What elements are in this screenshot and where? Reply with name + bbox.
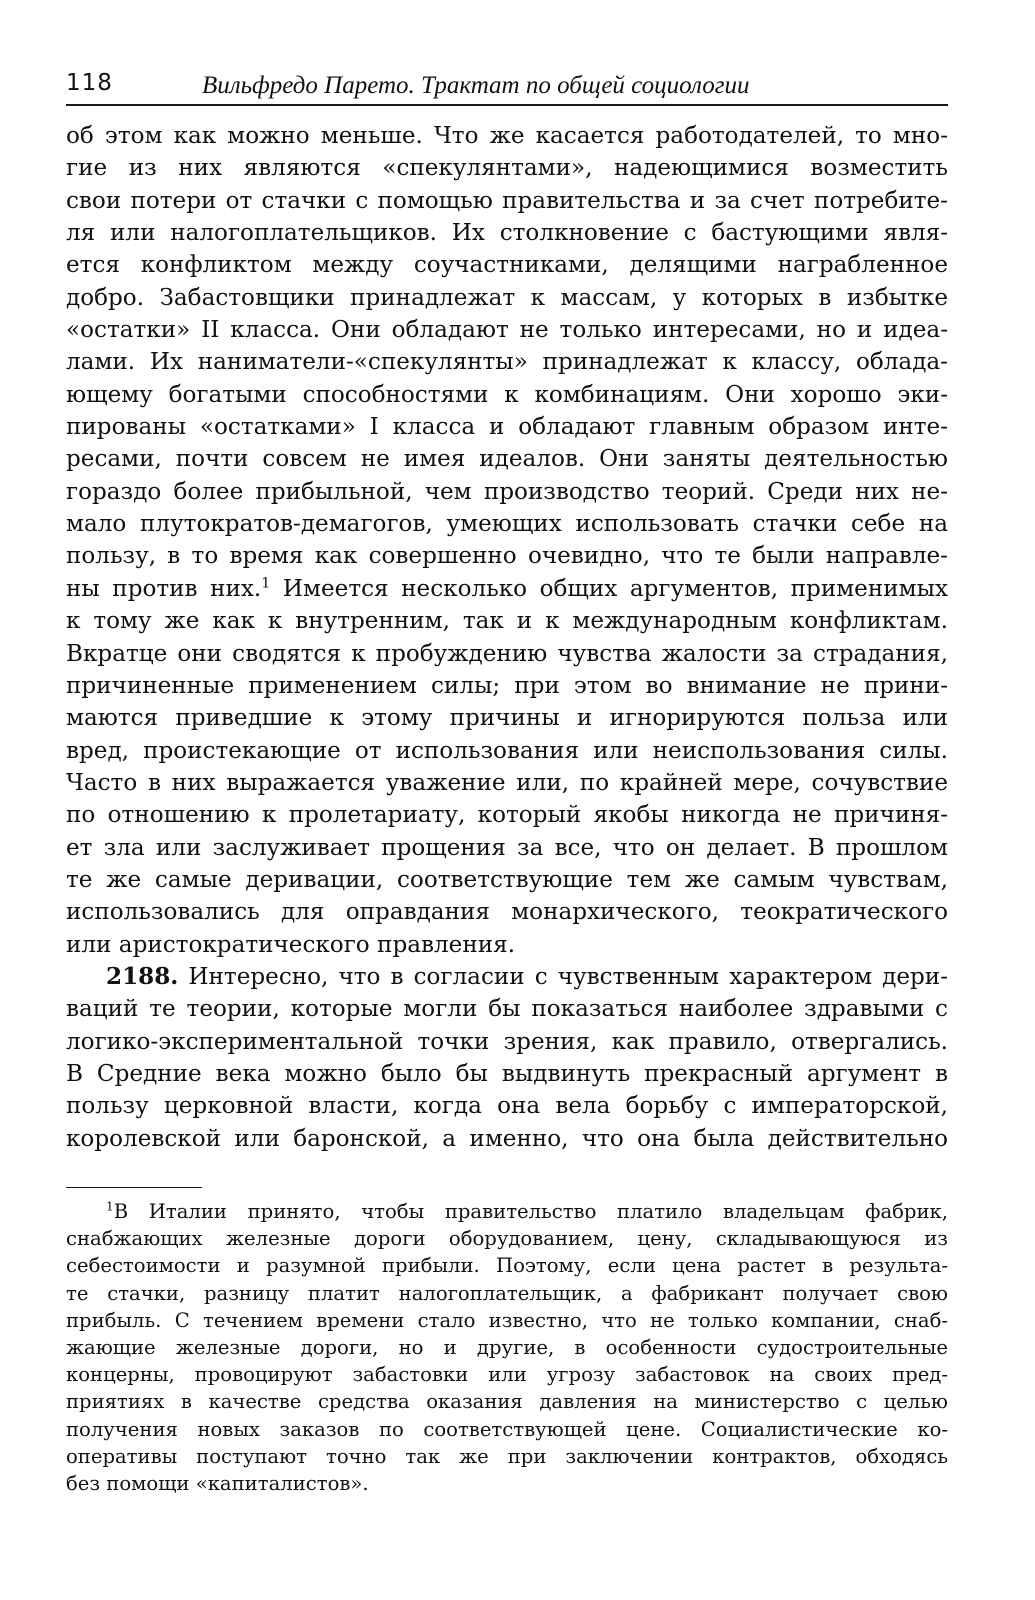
text-line: добро. Забастовщики принадлежат к массам, у которых в избытке (66, 284, 948, 311)
footnote-reference: 1 (261, 575, 271, 592)
text-fragment: В Италии принято, чтобы правительство платило владельцам фабрик, (113, 1200, 948, 1223)
text-fragment: Имеется несколько общих аргументов, применимых (270, 575, 948, 602)
running-head (66, 64, 948, 106)
footnote-line: оперативы поступают точно так же при заключении контрактов, обходясь (66, 1444, 948, 1468)
text-line: пользу церковной власти, когда она вела борьбу с императорской, (66, 1093, 948, 1120)
text-line: вред, проистекающие от использования или неиспользования силы. (66, 737, 948, 764)
text-line: ет зла или заслуживает прощения за все, что он делает. В прошлом (66, 834, 948, 861)
text-line: В Средние века можно было бы выдвинуть прекрасный аргумент в (66, 1060, 948, 1087)
text-line: маются приведшие к этому причины и игнорируются польза или (66, 705, 948, 732)
text-fragment: Интересно, что в согласии с чувственным характером дери- (178, 963, 948, 990)
text-line: ля или налогоплательщиков. Их столкновение с бастующими явля- (66, 220, 948, 247)
book-page (66, 64, 948, 1497)
footnote-line: те стачки, разницу платит налогоплательщик, а фабрикант получает свою (66, 1281, 948, 1305)
text-line: ющему богатыми способностями к комбинациям. Они хорошо эки- (66, 381, 948, 408)
text-line: Вкратце они сводятся к пробуждению чувства жалости за страдания, (66, 640, 948, 667)
text-line: пользу, в то время как совершенно очевидно, что те были направле- (66, 543, 948, 570)
footnote-line: жающие железные дороги, но и другие, в особенности судостроительные (66, 1336, 948, 1360)
text-fragment: ны против них. (66, 575, 262, 602)
text-line: ется конфликтом между соучастниками, делящими награбленное (66, 252, 948, 279)
main-text (66, 120, 948, 1155)
text-line: мало плутократов-демагогов, умеющих использовать стачки себе на (66, 511, 948, 538)
footnote-line: снабжающих железные дороги оборудованием, цену, складывающуюся из (66, 1227, 948, 1251)
text-line: королевской или баронской, а именно, что она была действительно (66, 1125, 948, 1152)
text-line: ресами, почти совсем не имея идеалов. Они заняты деятельностью (66, 446, 948, 473)
text-line: Часто в них выражается уважение или, по крайней мере, сочувствие (66, 769, 948, 796)
section-number: 2188. (106, 962, 179, 990)
text-line: лами. Их наниматели-«спекулянты» принадлежат к классу, облада- (66, 349, 948, 376)
book-title: Вильфредо Парето. Трактат по общей социологии (202, 72, 750, 99)
text-line: по отношению к пролетариату, который якобы никогда не причиня- (66, 802, 948, 829)
text-line: пированы «остатками» I класса и обладают главным образом инте- (66, 414, 948, 441)
section-2188-first-line (66, 961, 948, 993)
text-line: ваций те теории, которые могли бы показаться наиболее здравыми с (66, 996, 948, 1023)
footnote-first-line (66, 1198, 948, 1225)
footnote (66, 1198, 948, 1497)
text-line: гораздо более прибыльной, чем производство теорий. Среди них не- (66, 478, 948, 505)
footnote-divider (66, 1187, 202, 1188)
page-number: 118 (66, 70, 113, 96)
footnote-line: прибыль. С течением времени стало известно, что не только компании, снаб- (66, 1308, 948, 1332)
footnote-line: приятиях в качестве средства оказания давления на министерство с целью (66, 1390, 948, 1414)
text-line: использовались для оправдания монархического, теократического (66, 899, 948, 926)
text-line: об этом как можно меньше. Что же касается работодателей, то мно- (66, 123, 948, 149)
text-line: к тому же как к внутренним, так и к международным конфликтам. (66, 608, 948, 635)
text-line: «остатки» II класса. Они обладают не только интересами, но и идеа- (66, 317, 948, 344)
paragraph-last-line: или аристократического правления. (66, 931, 516, 958)
text-line: логико-экспериментальной точки зрения, как правило, отвергались. (66, 1028, 948, 1055)
footnote-last-line: без помощи «капиталистов». (66, 1472, 369, 1496)
text-line: причиненные применением силы; при этом во внимание не прини- (66, 672, 948, 699)
footnote-marker: 1 (106, 1199, 114, 1214)
footnote-line: концерны, провоцируют забастовки или угрозу забастовок на своих пред- (66, 1363, 948, 1387)
footnote-line: получения новых заказов по соответствующей цене. Социалистические ко- (66, 1417, 948, 1441)
footnote-line: себестоимости и разумной прибыли. Поэтому, если цена растет в результа- (66, 1254, 948, 1278)
text-line-with-footnote-ref (66, 573, 948, 605)
text-line: гие из них являются «спекулянтами», надеющимися возместить (66, 155, 948, 182)
text-line: свои потери от стачки с помощью правительства и за счет потребите- (66, 187, 948, 214)
text-line: те же самые деривации, соответствующие тем же самым чувствам, (66, 866, 948, 893)
